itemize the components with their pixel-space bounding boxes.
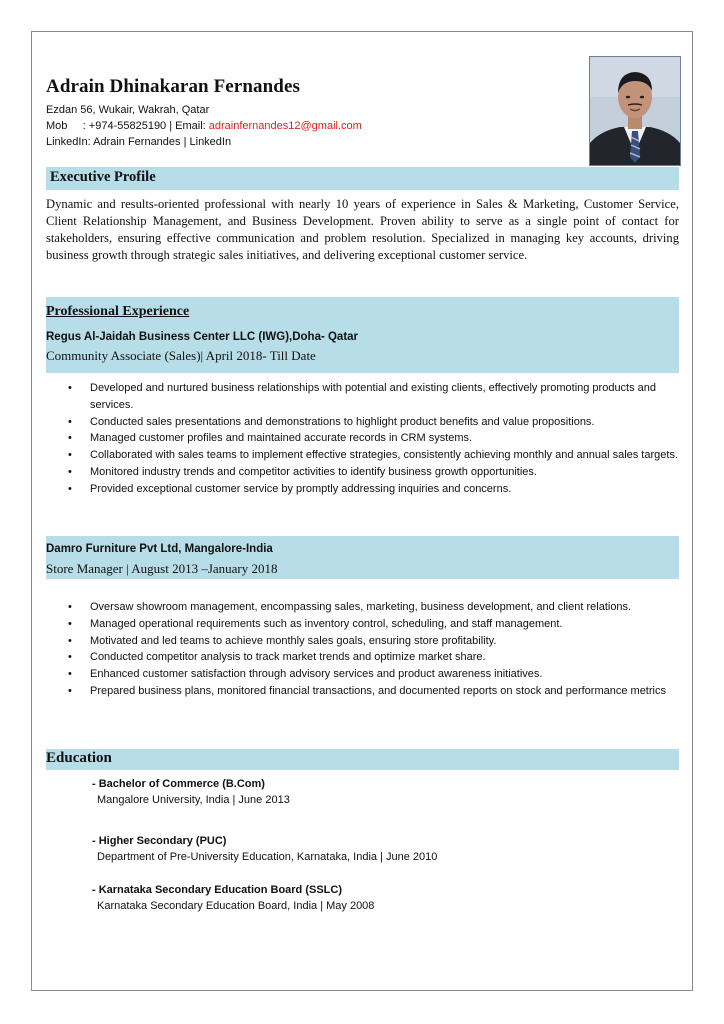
education-detail: Mangalore University, India | June 2013 [97,794,290,806]
list-item: • Developed and nurtured business relationships with potential and existing clients, effectively promoting products and services. [46,380,679,414]
education-item [92,833,437,865]
list-item: • Managed operational requirements such as inventory control, scheduling, and staff management. [46,616,679,633]
education-degree: - Bachelor of Commerce (B.Com) [92,778,265,790]
profile-photo [589,56,681,166]
education-degree: - Karnataka Secondary Education Board (SSLC) [92,884,342,896]
list-item: • Conducted competitor analysis to track market trends and optimize market share. [46,649,679,666]
list-item: • Provided exceptional customer service by promptly addressing inquiries and concerns. [46,481,679,498]
candidate-name: Adrain Dhinakaran Fernandes [46,76,300,97]
resume-page [31,31,693,991]
profile-heading: Executive Profile [50,169,156,185]
contact-line [46,120,362,132]
email-link[interactable]: adrainfernandes12@gmail.com [208,120,362,132]
job-company: Damro Furniture Pvt Ltd, Mangalore-India [46,543,273,555]
list-item: • Enhanced customer satisfaction through advisory services and product awareness initiatives. [46,666,679,683]
list-item: • Managed customer profiles and maintained accurate records in CRM systems. [46,430,679,447]
list-item: • Monitored industry trends and competitor activities to identify business growth opportunities. [46,464,679,481]
education-detail: Department of Pre-University Education, Karnataka, India | June 2010 [97,851,438,863]
profile-photo-image [590,57,680,165]
education-heading: Education [46,750,112,766]
job-company: Regus Al-Jaidah Business Center LLC (IWG),Doha- Qatar [46,331,359,343]
education-item [92,776,290,808]
linkedin-line[interactable]: LinkedIn: Adrain Fernandes | LinkedIn [46,136,232,148]
education-detail: Karnataka Secondary Education Board, India | May 2008 [97,900,375,912]
job-role: Community Associate (Sales)| April 2018- Till Date [46,348,316,363]
list-item: • Collaborated with sales teams to implement effective strategies, consistently achieving monthly and annual sales targets. [46,447,679,464]
section-band-education [46,749,679,770]
education-degree: - Higher Secondary (PUC) [92,835,227,847]
list-item: • Motivated and led teams to achieve monthly sales goals, ensuring store profitability. [46,633,679,650]
list-item: • Conducted sales presentations and demonstrations to highlight product benefits and value propositions. [46,414,679,431]
address-line: Ezdan 56, Wukair, Wakrah, Qatar [46,104,210,116]
job-bullets [46,599,679,700]
experience-heading: Professional Experience [46,304,190,319]
job-bullets [46,380,679,498]
list-item: • Oversaw showroom management, encompassing sales, marketing, business development, and client relations. [46,599,679,616]
profile-text: Dynamic and results-oriented professional with nearly 10 years of experience in Sales & Marketing, Customer Service, Client Relationship Management, and Business Development. Proven ability to serve as a single point of contact for stakeholders, ensuring effective communication and problem resolution. Specialized in managing key accounts, driving business growth through strategic sales initiatives, and delivering exceptional customer service. [46,197,679,262]
list-item: • Prepared business plans, monitored financial transactions, and documented reports on stock and performance metrics [46,683,679,700]
job-role: Store Manager | August 2013 –January 2018 [46,561,278,576]
education-item [92,882,374,914]
mobile-text: Mob : +974-55825190 | Email: [46,120,209,132]
